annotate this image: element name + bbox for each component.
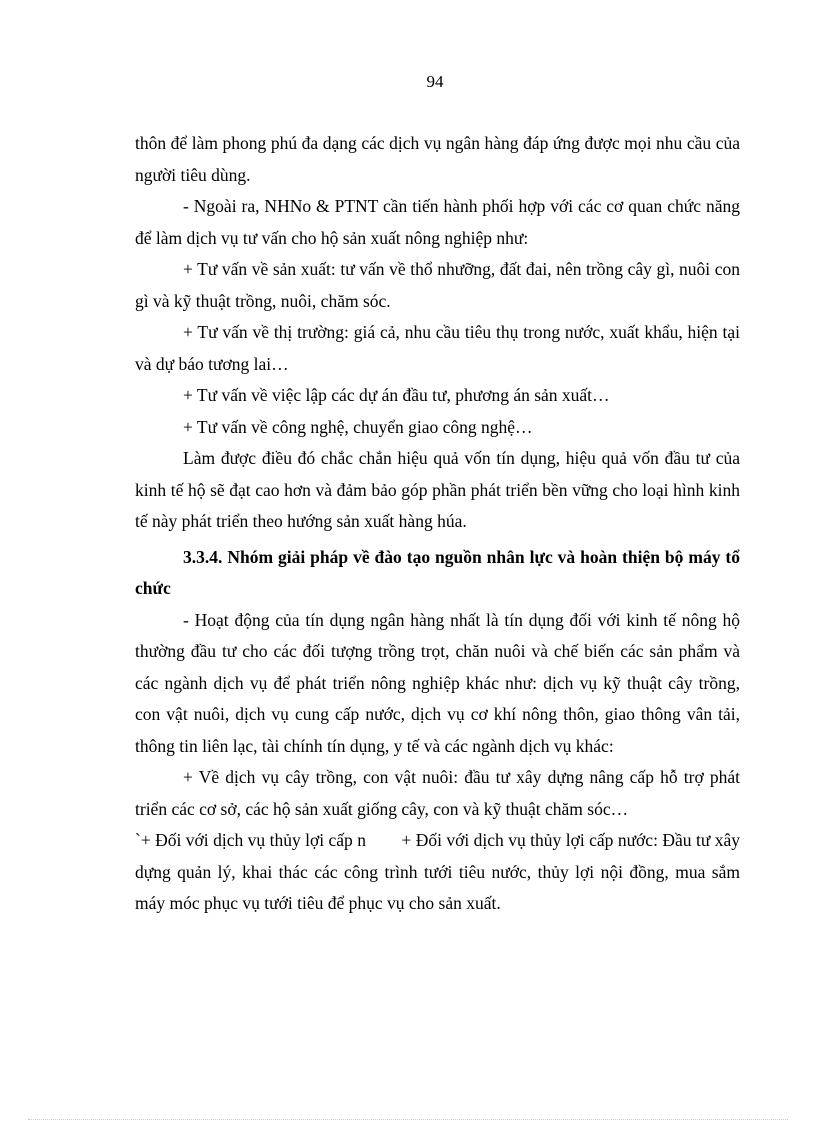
paragraph-technology-advice: + Tư vấn về công nghệ, chuyển giao công nghệ… xyxy=(183,416,533,437)
paragraph-continuation: thôn để làm phong phú đa dạng các dịch vụ ngân hàng đáp ứng được mọi nhu cầu của người tiêu dùng. xyxy=(135,133,740,185)
document-body xyxy=(135,128,745,920)
paragraph-production-advice: + Tư vấn về sản xuất: tư vấn về thổ nhưỡng, đất đai, nên trồng cây gì, nuôi con gì và kỹ thuật trồng, nuôi, chăm sóc. xyxy=(135,259,740,311)
paragraph-coordination: - Ngoài ra, NHNo & PTNT cần tiến hành phối hợp với các cơ quan chức năng để làm dịch vụ tư vấn cho hộ sản xuất nông nghiệp như: xyxy=(135,196,740,248)
paragraph-project-advice: + Tư vấn về việc lập các dự án đầu tư, phương án sản xuất… xyxy=(183,385,610,405)
paragraph-conclusion: Làm được điều đó chắc chắn hiệu quả vốn tín dụng, hiệu quả vốn đầu tư của kinh tế hộ sẽ đạt cao hơn và đảm bảo góp phần phát triển bền vững cho loại hình kinh tế này phát triển theo hướng sản xuất hàng húa. xyxy=(135,448,740,531)
paragraph-crop-services: + Về dịch vụ cây trồng, con vật nuôi: đầu tư xây dựng nâng cấp hỗ trợ phát triển các cơ sở, các hộ sản xuất giống cây, con và kỹ thuật chăm sóc… xyxy=(135,767,740,819)
section-heading: 3.3.4. Nhóm giải pháp về đào tạo nguồn nhân lực và hoàn thiện bộ máy tổ chức xyxy=(135,546,740,598)
paragraph-market-advice: + Tư vấn về thị trường: giá cả, nhu cầu tiêu thụ trong nước, xuất khẩu, hiện tại và dự báo tương lai… xyxy=(135,322,740,374)
footer-divider xyxy=(28,1119,788,1120)
paragraph-credit-activities: - Hoạt động của tín dụng ngân hàng nhất là tín dụng đối với kinh tế nông hộ thường đầu tư cho các đối tượng trồng trọt, chăn nuôi và chế biến các sản phẩm và các ngành dịch vụ để phát triển nông nghiệp khác như: dịch vụ kỹ thuật cây trồng, con vật nuôi, dịch vụ cung cấp nước, dịch vụ cơ khí nông thôn, giao thông vân tải, thông tin liên lạc, tài chính tín dụng, y tế và các ngành dịch vụ khác: xyxy=(135,609,740,756)
page-number: 94 xyxy=(426,72,444,91)
paragraph-irrigation-services: `+ Đối với dịch vụ thủy lợi cấp n + Đối với dịch vụ thủy lợi cấp nước: Đầu tư xây dựng quản lý, khai thác các công trình tưới tiêu nước, thủy lợi nội đồng, mua sắm máy móc phục vụ tưới tiêu để phục vụ cho sản xuất. xyxy=(135,830,745,913)
